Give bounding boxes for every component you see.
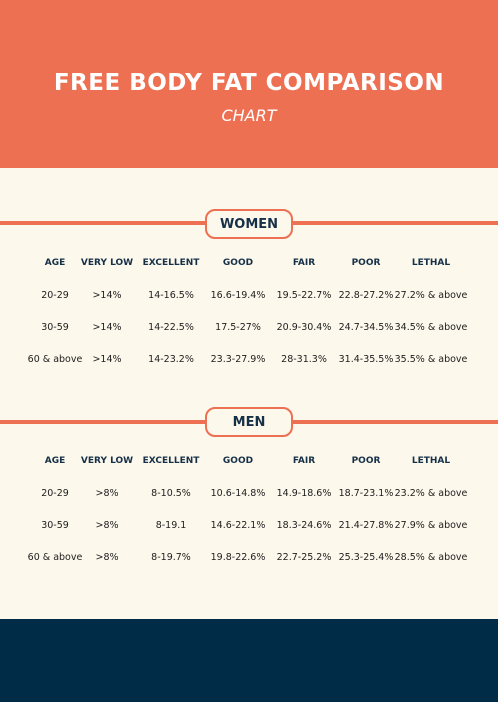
table-cell: 18.3-24.6%: [276, 520, 332, 531]
table-cell: 19.8-22.6%: [210, 552, 266, 563]
table-cell: 60 & above: [27, 354, 83, 365]
table-cell: 14-22.5%: [148, 322, 194, 333]
column-header: GOOD: [222, 258, 254, 268]
table-row: [0, 552, 498, 568]
table-cell: 8-19.1: [155, 520, 187, 531]
column-header: EXCELLENT: [142, 456, 200, 466]
table-cell: 22.8-27.2%: [338, 290, 394, 301]
table-cell: >8%: [95, 520, 119, 531]
table-cell: 22.7-25.2%: [276, 552, 332, 563]
table-cell: >8%: [95, 488, 119, 499]
table-cell: 35.5% & above: [394, 354, 468, 365]
column-header: LETHAL: [411, 456, 451, 466]
table-cell: 8-10.5%: [151, 488, 191, 499]
table-header-row: [0, 456, 498, 472]
column-header: FAIR: [292, 258, 316, 268]
column-header: AGE: [44, 456, 66, 466]
page-subtitle: CHART: [221, 106, 277, 125]
page-title: FREE BODY FAT COMPARISON: [53, 70, 445, 96]
table-row: [0, 290, 498, 306]
table-row: [0, 322, 498, 338]
table-row: [0, 354, 498, 370]
table-cell: 60 & above: [27, 552, 83, 563]
table-cell: >14%: [92, 290, 122, 301]
column-header: LETHAL: [411, 258, 451, 268]
table-cell: 10.6-14.8%: [210, 488, 266, 499]
women-section-label: WOMEN: [205, 209, 293, 239]
table-cell: 20.9-30.4%: [276, 322, 332, 333]
column-header: GOOD: [222, 456, 254, 466]
table-row: [0, 488, 498, 504]
table-cell: 30-59: [41, 520, 69, 531]
table-cell: 14-16.5%: [148, 290, 194, 301]
table-cell: 20-29: [41, 488, 69, 499]
table-cell: 14-23.2%: [148, 354, 194, 365]
table-cell: 21.4-27.8%: [338, 520, 394, 531]
table-cell: 28-31.3%: [281, 354, 327, 365]
column-header: POOR: [351, 456, 381, 466]
table-cell: >8%: [95, 552, 119, 563]
table-cell: 20-29: [41, 290, 69, 301]
table-cell: 17.5-27%: [215, 322, 261, 333]
table-row: [0, 520, 498, 536]
men-section-label: MEN: [205, 407, 293, 437]
table-cell: 8-19.7%: [151, 552, 191, 563]
table-cell: >14%: [92, 322, 122, 333]
table-cell: 30-59: [41, 322, 69, 333]
table-cell: 23.2% & above: [394, 488, 468, 499]
table-cell: 34.5% & above: [394, 322, 468, 333]
column-header: AGE: [44, 258, 66, 268]
column-header: VERY LOW: [80, 456, 134, 466]
table-cell: 25.3-25.4%: [338, 552, 394, 563]
table-cell: 14.6-22.1%: [210, 520, 266, 531]
table-cell: 14.9-18.6%: [276, 488, 332, 499]
column-header: FAIR: [292, 456, 316, 466]
table-cell: >14%: [92, 354, 122, 365]
table-cell: 27.9% & above: [394, 520, 468, 531]
table-cell: 18.7-23.1%: [338, 488, 394, 499]
column-header: EXCELLENT: [142, 258, 200, 268]
column-header: VERY LOW: [80, 258, 134, 268]
table-cell: 23.3-27.9%: [210, 354, 266, 365]
header-banner: [0, 0, 498, 168]
table-cell: 28.5% & above: [394, 552, 468, 563]
column-header: POOR: [351, 258, 381, 268]
table-cell: 27.2% & above: [394, 290, 468, 301]
table-cell: 24.7-34.5%: [338, 322, 394, 333]
table-header-row: [0, 258, 498, 274]
table-cell: 16.6-19.4%: [210, 290, 266, 301]
table-cell: 19.5-22.7%: [276, 290, 332, 301]
footer-band: [0, 619, 498, 702]
table-cell: 31.4-35.5%: [338, 354, 394, 365]
